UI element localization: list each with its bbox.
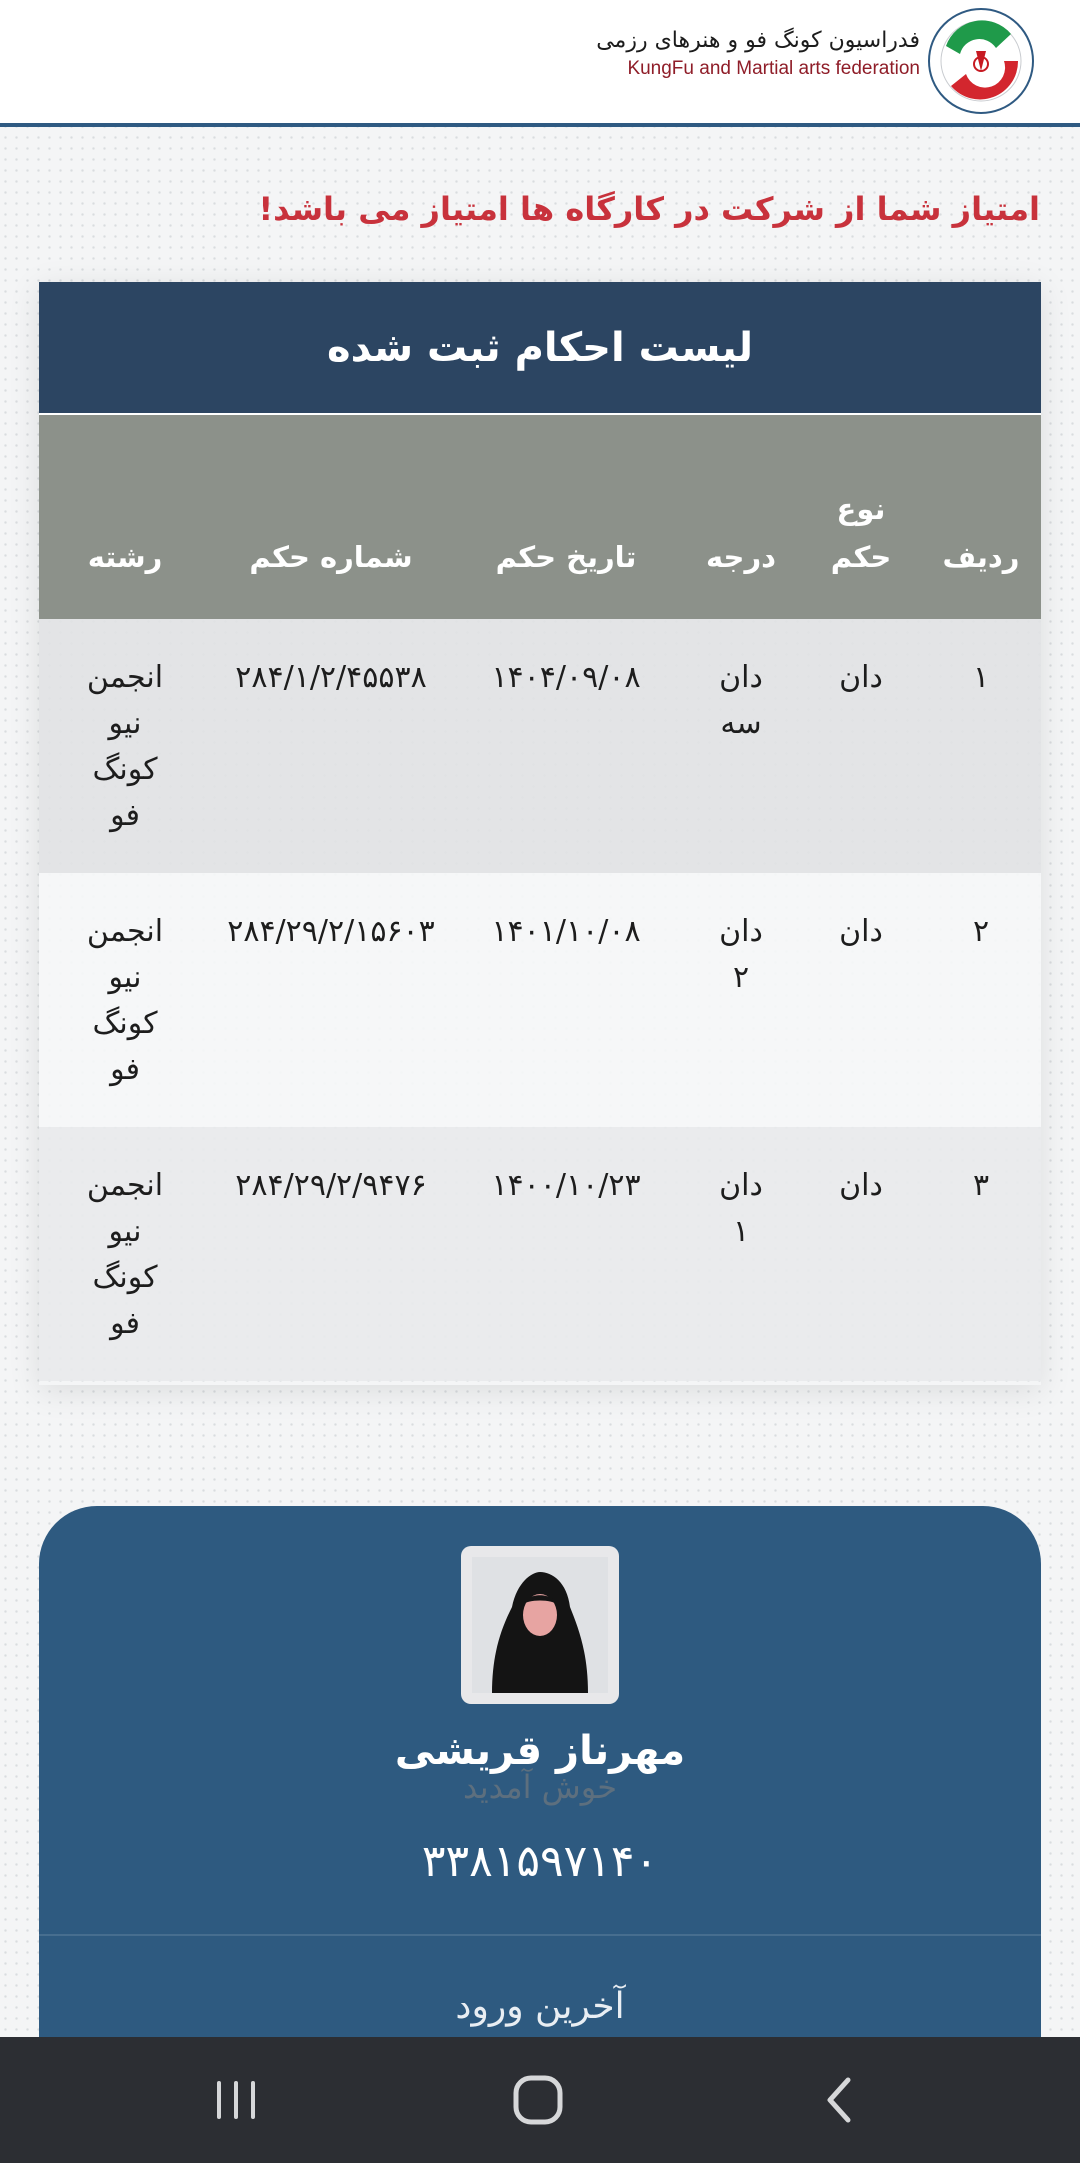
system-nav-bar <box>0 2037 1080 2163</box>
table-row <box>39 873 1041 1127</box>
cell-field-text: انجمن نیو کونگ فو <box>86 914 164 1087</box>
recent-apps-icon <box>211 2075 261 2125</box>
col-header-degree: درجه <box>705 540 777 574</box>
cell-field <box>39 873 211 1127</box>
back-icon <box>815 2075 865 2125</box>
welcome-text: خوش آمدید <box>462 1768 618 1806</box>
cell-type: دان <box>839 660 883 695</box>
cell-date: ۱۴۰۴/۰۹/۰۸ <box>491 660 641 695</box>
table-header <box>39 415 1041 619</box>
col-header-type-label: نوع حکم <box>830 492 892 574</box>
cell-degree <box>681 873 801 1127</box>
cell-field-text: انجمن نیو کونگ فو <box>86 660 164 833</box>
table-row <box>39 619 1041 873</box>
col-header-index: ردیف <box>942 540 1020 574</box>
cell-index: ۲ <box>972 914 990 949</box>
app-header <box>0 0 1080 127</box>
profile-panel <box>39 1506 1041 2066</box>
cell-degree-text: دان ۲ <box>719 914 763 995</box>
brand-title-en: KungFu and Martial arts federation <box>627 58 920 79</box>
user-photo-icon <box>472 1557 608 1693</box>
cell-type: دان <box>839 914 883 949</box>
back-button[interactable] <box>800 2065 880 2135</box>
cell-date: ۱۴۰۱/۱۰/۰۸ <box>491 914 641 949</box>
avatar[interactable] <box>461 1546 619 1704</box>
table-row <box>39 1127 1041 1381</box>
home-button[interactable] <box>498 2065 578 2135</box>
cell-degree <box>681 1127 801 1381</box>
certificates-card <box>39 282 1041 1385</box>
cell-number: ۲۸۴/۲۹/۲/۱۵۶۰۳ <box>227 914 435 949</box>
cell-degree-text: دان ۱ <box>719 1168 763 1249</box>
last-login-label: آخرین ورود <box>455 1986 625 2027</box>
cell-field <box>39 1127 211 1381</box>
cell-degree <box>681 619 801 873</box>
cell-degree-text: دان سه <box>719 660 763 741</box>
recent-apps-button[interactable] <box>196 2065 276 2135</box>
col-header-date: تاریخ حکم <box>495 540 637 574</box>
cell-field <box>39 619 211 873</box>
cell-index: ۳ <box>972 1168 990 1203</box>
federation-logo-icon[interactable] <box>926 6 1036 116</box>
user-name: مهرناز قریشی <box>394 1728 686 1774</box>
notice-text: امتیاز شما از شرکت در کارگاه ها امتیاز می باشد! <box>258 190 1040 228</box>
home-icon <box>510 2072 566 2128</box>
divider <box>39 1934 1041 1936</box>
table-title: لیست احکام ثبت شده <box>39 282 1041 415</box>
cell-date: ۱۴۰۰/۱۰/۲۳ <box>491 1168 641 1203</box>
national-id: ۳۳۸۱۵۹۷۱۴۰ <box>421 1836 659 1887</box>
cell-number: ۲۸۴/۱/۲/۴۵۵۳۸ <box>235 660 427 695</box>
cell-index: ۱ <box>972 660 990 695</box>
cell-number: ۲۸۴/۲۹/۲/۹۴۷۶ <box>235 1168 427 1203</box>
cell-type: دان <box>839 1168 883 1203</box>
col-header-field: رشته <box>87 540 163 574</box>
col-header-number: شماره حکم <box>249 540 413 574</box>
col-header-type <box>801 415 921 619</box>
cell-field-text: انجمن نیو کونگ فو <box>86 1168 164 1341</box>
brand-title-fa: فدراسیون کونگ فو و هنرهای رزمی <box>596 28 920 53</box>
